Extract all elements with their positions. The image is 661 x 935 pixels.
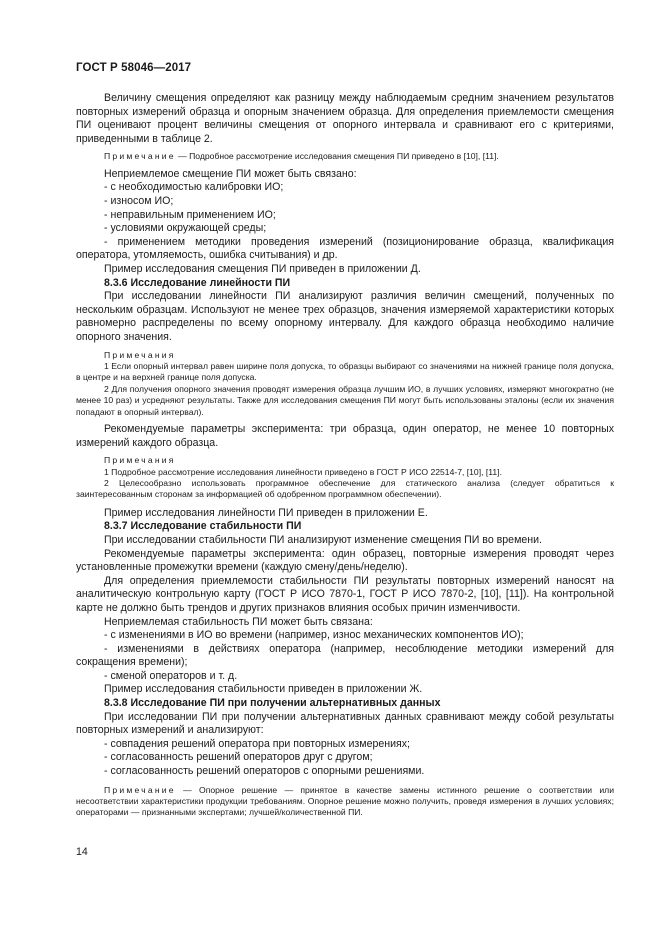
list-item: - с изменениями в ИО во времени (например, износ механических компонентов ИО); [104, 629, 524, 642]
list-item: - согласованность решений операторов с опорными решениями. [104, 765, 425, 778]
paragraph-stability: При исследовании стабильности ПИ анализируют изменение смещения ПИ во времени. [104, 533, 542, 546]
note-item: 1 Если опорный интервал равен ширине поля допуска, то образцы выбирают со значениями на нижней границе поля допуска, в центре и на верхней границе поля допуска. [76, 360, 614, 383]
paragraph-attribute: При исследовании ПИ при получении альтернативных данных сравнивают между собой результаты повторных измерений и анализируют: [76, 710, 614, 737]
section-heading-8-3-6: 8.3.6 Исследование линейности ПИ [104, 276, 291, 289]
note-bias [76, 151, 614, 162]
section-heading-8-3-7: 8.3.7 Исследование стабильности ПИ [104, 520, 302, 533]
list-item: - с необходимостью калибровки ИО; [104, 181, 284, 194]
list-item: - износом ИО; [104, 194, 174, 207]
note-text: — Подробное рассмотрение исследования смещения ПИ приведено в [10], [11]. [175, 151, 499, 162]
note-label: Примечание [104, 784, 176, 795]
notes-label: Примечания [104, 455, 176, 466]
paragraph-stability-params: Рекомендуемые параметры эксперимента: один образец, повторные измерения проводят через установленные промежутки времени (каждую смену/день/неделю). [76, 547, 614, 574]
list-item: - неправильным применением ИО; [104, 208, 276, 221]
note-item: 2 Для получения опорного значения проводят измерения образца лучшим ИО, в лучших условиях, измеряют многократно (не менее 10 раз) и усредняют результаты. Также для исследования смещения ПИ могут быть использованы эталоны (если их значения попадают в опорный интервал). [76, 383, 614, 417]
list-item: - совпадения решений оператора при повторных измерениях; [104, 737, 410, 750]
paragraph-bias-example: Пример исследования смещения ПИ приведен в приложении Д. [104, 262, 421, 275]
note-item: 1 Подробное рассмотрение исследования линейности приведено в ГОСТ Р ИСО 22514-7, [10], [11]. [104, 466, 502, 477]
notes-label: Примечания [104, 349, 176, 360]
list-item: - изменениями в действиях оператора (например, несоблюдение методики измерений для сокращения времени); [76, 642, 614, 669]
list-item: - применением методики проведения измерений (позиционирование образца, квалификация оператора, утомляемость, ошибка считывания) и др. [76, 235, 614, 262]
list-item: - сменой операторов и т. д. [104, 669, 238, 682]
list-item: - условиями окружающей среды; [104, 222, 267, 235]
page-number: 14 [76, 846, 88, 858]
note-item: 2 Целесообразно использовать программное обеспечение для статического анализа (следует обратиться к заинтересованным сторонам за информацией об одобренном программном обеспечении). [76, 477, 614, 500]
list-item: - согласованность решений операторов друг с другом; [104, 751, 373, 764]
paragraph-stability-causes-intro: Неприемлемая стабильность ПИ может быть связана: [104, 615, 373, 628]
document-code-header: ГОСТ Р 58046—2017 [76, 62, 192, 74]
note-label: Примечание [104, 151, 176, 162]
document-body [76, 92, 614, 819]
note-text: — Опорное решение — принятое в качестве замены истинного решение о соответствии или несоответствии характеристики продукции требованиям. Опорное решение можно получить, проведя измерения в лучших условиях; операторами — признанными экспертами; лучшей/количественной ПИ. [76, 784, 614, 818]
note-reference-decision [76, 785, 614, 819]
paragraph-bias-definition: Величину смещения определяют как разницу между наблюдаемым средним значением результатов повторных измерений образца и опорным значением образца. Для определения приемлемости смещения ПИ оценивают процент величины смещения от опорного интервала и сравнивают его с критериями, приведенными в таблице 2. [76, 92, 614, 145]
paragraph-bias-causes-intro: Неприемлемое смещение ПИ может быть связано: [104, 167, 357, 180]
paragraph-linearity-example: Пример исследования линейности ПИ приведен в приложении Е. [104, 506, 428, 519]
paragraph-linearity: При исследовании линейности ПИ анализируют различия величин смещений, полученных по нескольким образцам. Используют не менее трех образцов, значения измеряемой характеристики которых равномерно распределены по всему опорному интервалу. Для каждого образца необходимо наличие опорного значения. [76, 290, 614, 343]
paragraph-linearity-params: Рекомендуемые параметры эксперимента: три образца, один оператор, не менее 10 повторных измерений каждого образца. [76, 422, 614, 449]
paragraph-stability-acceptance: Для определения приемлемости стабильности ПИ результаты повторных измерений наносят на аналитическую контрольную карту (ГОСТ Р ИСО 7870-1, ГОСТ Р ИСО 7870-2, [10], [11]). На контрольной карте не должно быть трендов и других признаков влияния особых причин изменчивости. [76, 574, 614, 614]
paragraph-stability-example: Пример исследования стабильности приведен в приложении Ж. [104, 683, 423, 696]
section-heading-8-3-8: 8.3.8 Исследование ПИ при получении альтернативных данных [104, 697, 441, 710]
